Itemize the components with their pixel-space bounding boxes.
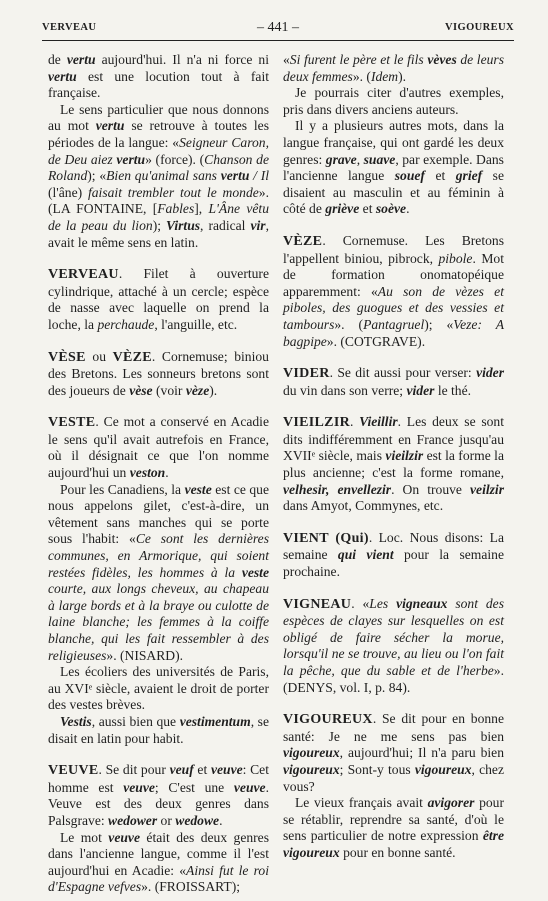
entry-vient: VIENT (Qui). Loc. Nous disons: La semaine qui vient pour la semaine prochaine. — [283, 529, 504, 580]
page-number: – 441 – — [257, 20, 299, 35]
headword: VIGOUREUX — [283, 712, 373, 728]
headword: VIEILZIR — [283, 415, 350, 431]
entry-veuve-paragraph-3: Je pourrais citer d'autres exemples, pris dans divers anciens auteurs. — [283, 85, 504, 117]
entry-veste-paragraph-2: Pour les Canadiens, la veste est ce que nous appelons gilet, c'est-à-dire, un vêtement sans manches qui se porte sous l'habit: «Ce sont les dernières communes, en Armorique, qui soient restées fidèles, les hommes à la veste courte, aux longs cheveux, au chapeau à large bords et à la braye ou culotte de laine blanche; les femmes à la coiffe blanche, qui les fait ressembler à des religieuses». (NISARD). — [48, 481, 270, 663]
headword: VERVEAU — [48, 267, 119, 283]
entry-vieilzir: VIEILZIR. Vieillir. Les deux se sont dits indifféremment en France jusqu'au XVIIᵉ siècle, mais vieilzir est la forme la plus ancienne; c'est la forme romane, velhesir, envellezir. On trouve veilzir dans Amyot, Commynes, etc. — [283, 414, 504, 514]
right-column — [283, 52, 504, 862]
entry-veuve-paragraph-2: Le mot veuve était des deux genres dans l'ancienne langue, comme il l'est aujourd'hui en Acadie: «Ainsi fut le roi d'Espagne vefves». (FROISSART); — [48, 829, 270, 895]
headword: VÈZE — [112, 349, 152, 365]
entry-verveau: VERVEAU. Filet à ouverture cylindrique, attaché à un cercle; espèce de nasse avec laquelle on prend la loche, la perchaude, l'anguille, etc. — [48, 266, 269, 332]
header-rule — [42, 40, 514, 41]
entry-veste-paragraph-4: Vestis, aussi bien que vestimentum, se disait en latin pour habit. — [48, 713, 269, 746]
entry-veuve-continuation: «Si furent le père et le fils vèves de leurs deux femmes». (Idem). — [283, 52, 504, 84]
headword: VIENT (Qui) — [283, 530, 369, 546]
entry-veste: VESTE. Ce mot a conservé en Acadie le sens qu'il avait autrefois en France, où il désignait ce que l'on nomme aujourd'hui un veston. — [48, 414, 269, 481]
entry-vertu-continuation: de vertu aujourd'hui. Il n'a ni force ni vertu est une locution tout à fait française. — [48, 52, 269, 101]
entry-vigoureux: VIGOUREUX. Se dit pour en bonne santé: Je ne me sens pas bien vigoureux, aujourd'hui; Il n'a paru bien vigoureux; Sont-y tous vigoureux, chez vous? — [283, 711, 504, 794]
headword: VÈSE — [48, 349, 86, 365]
headword: VIGNEAU — [283, 596, 352, 612]
entry-vigoureux-paragraph-2: Le vieux français avait avigorer pour se rétablir, reprendre sa santé, d'où le sens particulier de notre expression être vigoureux pour en bonne santé. — [283, 795, 504, 860]
entry-veste-paragraph-3: Les écoliers des universités de Paris, au XVIᵉ siècle, avaient le droit de porter des vestes brèves. — [48, 664, 269, 713]
headword: VÈZE — [283, 233, 323, 249]
entry-veuve-paragraph-4: Il y a plusieurs autres mots, dans la langue française, qui ont gardé les deux genres: grave, suave, par exemple. Dans l'ancienne langue souef et grief se disaient au masculin et au féminin à côté de griève et soève. — [283, 118, 504, 217]
entry-veze: VÈZE. Cornemuse. Les Bretons l'appellent biniou, pibrock, pibole. Mot de formation onomatopéique apparemment: «Au son de vèzes et piboles, des guogues et des vessies et tambours». (Pantagruel); «Veze: A bagpipe». (COTGRAVE). — [283, 232, 504, 349]
headword: VEUVE — [48, 763, 99, 779]
entry-vertu-paragraph: Le sens particulier que nous donnons au mot vertu se retrouve à toutes les périodes de la langue: «Seigneur Caron, de Deu aiez vertu» (force). (Chanson de Roland); «Bien qu'animal sans vertu / Il (l'âne) faisait trembler tout le monde». (LA FONTAINE, [Fables], L'Âne vêtu de la peau du lion); Virtus, radical vir, avait le même sens en latin. — [48, 101, 269, 250]
entry-veuve: VEUVE. Se dit pour veuf et veuve: Cet homme est veuve; C'est une veuve. Veuve est des deux genres dans Palsgrave: wedower or wedowe. — [48, 762, 269, 828]
headword: VESTE — [48, 415, 96, 431]
running-head-left: VERVEAU — [42, 22, 97, 33]
left-column — [48, 52, 269, 896]
entry-vese: VÈSE ou VÈZE. Cornemuse; biniou des Bretons. Les sonneurs bretons sont des joueurs de vèse (voir vèze). — [48, 348, 269, 398]
entry-vigneau: VIGNEAU. «Les vigneaux sont des espèces de clayes sur lesquelles on est obligé de faire sécher la morue, lorsqu'il ne se trouve, au lieu ou l'on fait la pêche, que du sable et de l'herbe». (DENYS, vol. I, p. 84). — [283, 595, 504, 695]
headword: VIDER — [283, 366, 330, 382]
running-head-right: VIGOUREUX — [445, 22, 514, 33]
entry-vider: VIDER. Se dit aussi pour verser: vider du vin dans son verre; vider le thé. — [283, 365, 504, 398]
page-header — [42, 20, 514, 38]
